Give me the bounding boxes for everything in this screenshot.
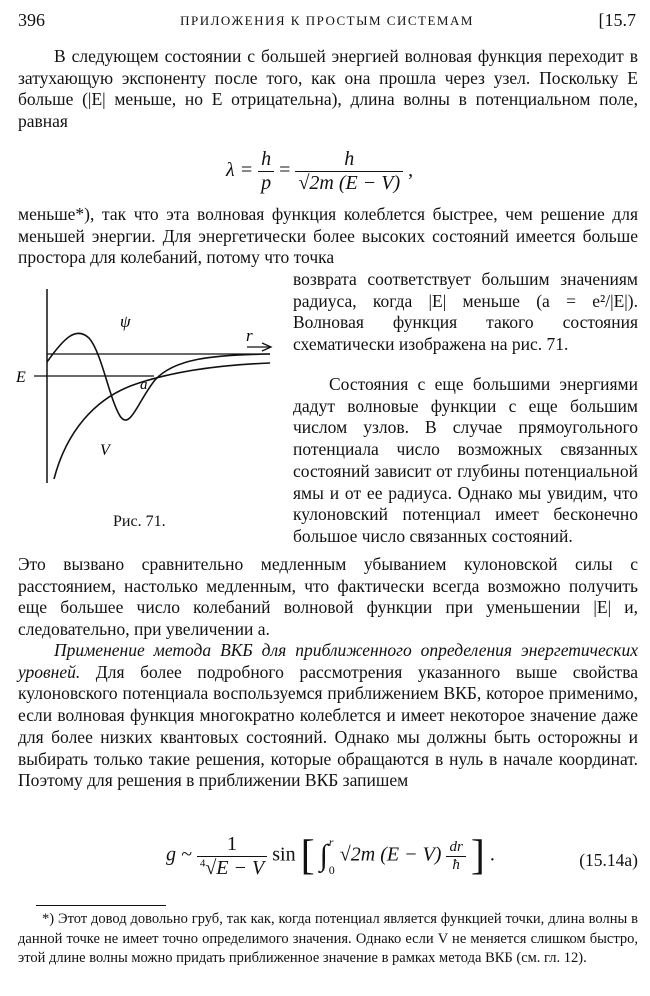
eq2-dr-den: ħ xyxy=(452,856,460,873)
paragraph-1: В следующем состоянии с большей энергией волновая функция переходит в затухающую экспоненту после того, как она прошла через узел. Поскольку E больше (|E| меньше, но E отрицательна), длина волны в потенциальном поле, равная xyxy=(18,46,638,132)
eq1-frac2-den: √2m (E − V) xyxy=(298,172,401,194)
a-label: a xyxy=(140,377,148,393)
running-header xyxy=(18,10,636,34)
r-label: r xyxy=(246,326,253,345)
eq2-num: 1 xyxy=(197,833,267,857)
equation-wavelength xyxy=(226,148,413,195)
eq2-integral: ∫ xyxy=(319,839,328,872)
eq2-left-bracket: [ xyxy=(300,833,315,879)
paragraph-6 xyxy=(18,640,638,792)
eq2-lhs: g ~ xyxy=(166,843,192,866)
eq2-dr-fraction xyxy=(446,839,465,874)
eq2-dr-num: dr xyxy=(449,838,463,855)
paragraph-6-body: Для более подробного рассмотрения указанного выше свойства кулоновского потенциала воспользуемся приближением ВКБ, которое применимо, если волновая функция многократно колеблется и имеет некоторое значение даже для более низких квантовых состояний. Однако мы должны быть осторожны и выбирать только такие решения, которые обращаются в нуль в начале координат. Поэтому для решения в приближении ВКБ запишем xyxy=(18,661,638,791)
paragraph-4: Состояния с еще большими энергиями дадут волновые функции с еще большим числом узлов. В случае прямоугольного потенциала число возможных связанных состояний зависит от глубины потенциальной ямы и от ее радиуса. Однако мы увидим, что кулоновский потенциал имеет бесконечно большое число связанных состояний. xyxy=(293,374,638,546)
eq2-integrand: √2m (E − V) xyxy=(339,843,442,866)
eq2-lower-limit: 0 xyxy=(328,863,335,877)
eq1-fraction-2 xyxy=(295,148,403,195)
footnote: *) Этот довод довольно груб, так как, когда потенциал является функцией точки, длина волны в данной точке не имеет точно определимого значения. Однако если V не меняется слишком быстро, этой длине волны можно придать приближенное значение в рамках метода ВКБ (см. гл. 12). xyxy=(18,911,638,966)
running-title: ПРИЛОЖЕНИЯ К ПРОСТЫМ СИСТЕМАМ xyxy=(180,13,474,28)
equation-15-14a xyxy=(166,828,495,884)
paragraph-3: возврата соответствует большим значениям радиуса, когда |E| меньше (a = e²/|E|). Волновая функция такого состояния схематически изображена на рис. 71. xyxy=(293,269,638,355)
eq2-right-bracket: ] xyxy=(470,833,485,879)
psi-label: ψ xyxy=(120,312,131,331)
eq1-fraction-1 xyxy=(258,148,274,195)
figure-caption: Рис. 71. xyxy=(113,513,166,530)
eq2-den: √E − V xyxy=(205,856,265,879)
eq2-limits xyxy=(329,828,335,884)
potential-curve xyxy=(54,363,270,479)
section-number: [15.7 xyxy=(598,10,636,30)
eq2-upper-limit: r xyxy=(328,835,334,849)
footnote-rule xyxy=(36,905,166,906)
eq1-lhs: λ = xyxy=(226,159,254,182)
paragraph-6-heading: Применение метода ВКБ для приближенного определения энергетических уровней. xyxy=(18,640,638,682)
eq2-period: . xyxy=(489,843,495,866)
E-label: E xyxy=(16,369,26,386)
paragraph-5: Это вызвано сравнительно медленным убыванием кулоновской силы с расстоянием, настолько медленным, что фактически всегда возможно получить еще большее число колебаний волновой функции при уменьшении |E| и, следовательно, при увеличении a. xyxy=(18,554,638,640)
eq2-sin: sin xyxy=(272,843,296,866)
equation-number: (15.14a) xyxy=(579,850,638,870)
eq1-comma: , xyxy=(408,159,414,182)
eq1-frac2-num: h xyxy=(344,148,355,170)
figure-71 xyxy=(14,283,286,513)
eq2-fraction xyxy=(197,833,267,880)
page-number: 396 xyxy=(18,10,45,30)
eq1-frac1-den: p xyxy=(261,172,272,194)
eq1-equals: = xyxy=(279,159,291,182)
eq1-frac1-num: h xyxy=(261,148,272,170)
eq2-root-index: 4 xyxy=(199,856,206,869)
V-label: V xyxy=(100,442,110,459)
paragraph-2: меньше*), так что эта волновая функция колеблется быстрее, чем решение для меньшей энергии. Для энергетически более высоких состояний имеется больше простора для колебаний, потому что точка xyxy=(18,204,638,268)
